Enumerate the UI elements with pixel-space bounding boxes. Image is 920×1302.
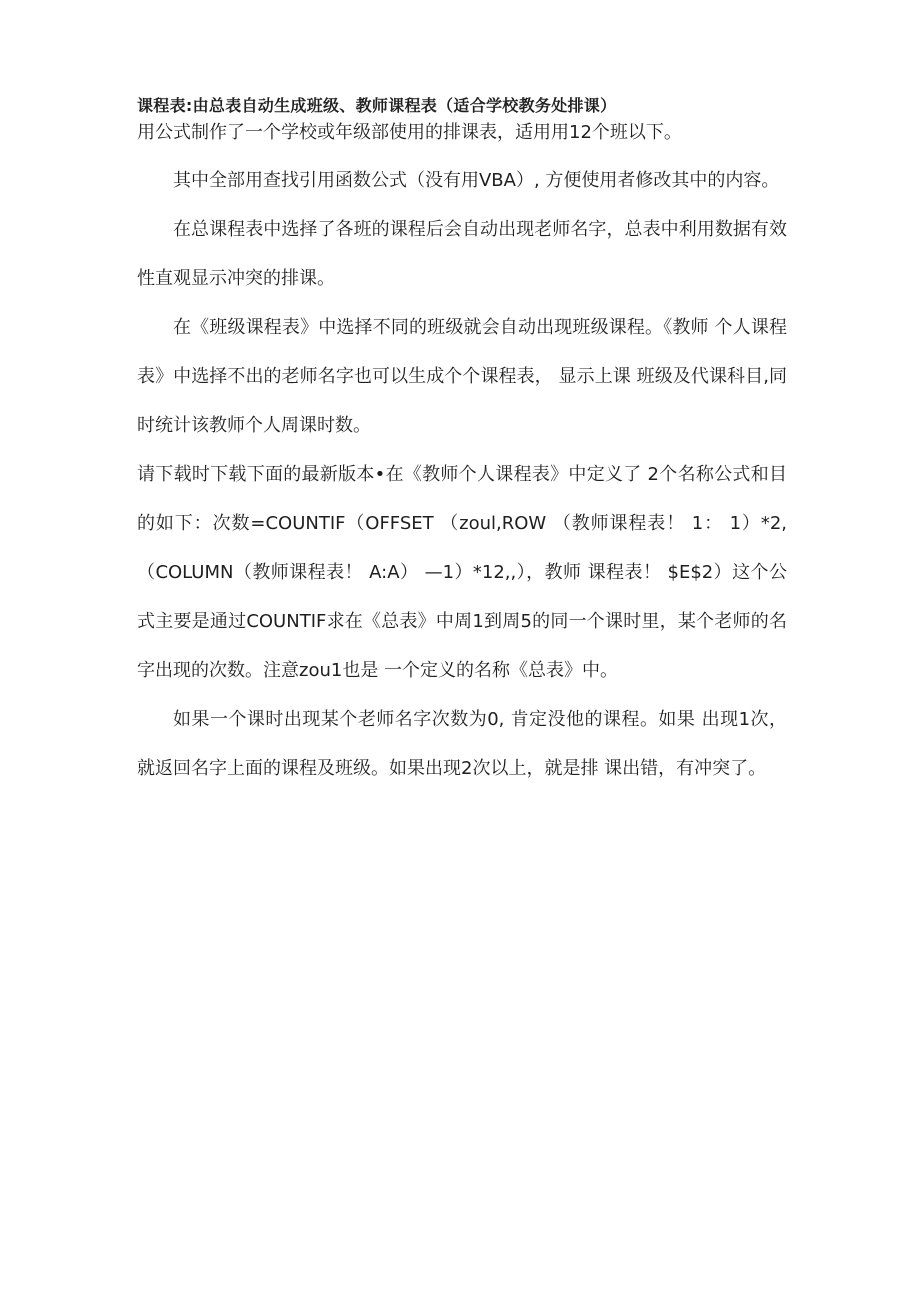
document-page (137, 92, 787, 793)
paragraph-conflict-rules: 如果一个课时出现某个老师名字次数为0, 肯定没他的课程。如果 出现1次，就返回名字上面的课程及班级。如果出现2次以上，就是排 课出错，有冲突了。 (137, 709, 787, 779)
paragraph-class-schedule: 在《班级课程表》中选择不同的班级就会自动出现班级课程。《教师 个人课程表》中选择不出的老师名字也可以生成个个课程表， 显示上课 班级及代课科目,同时统计该教师个人周课时数。 (137, 317, 787, 436)
paragraph-lookup-formulas: 其中全部用查找引用函数公式（没有用VBA）, 方便使用者修改其中的内容。 (173, 170, 780, 191)
paragraph-intro: 用公式制作了一个学校或年级部使用的排课表，适用用12个班以下。 (137, 122, 682, 143)
document-title: 课程表:由总表自动生成班级、教师课程表（适合学校教务处排课） (137, 96, 617, 115)
paragraph-download-note: 请下载时下载下面的最新版本•在《教师个人课程表》中定义了 2个名称公式和目的如下：次数=COUNTIF（OFFSET （zoul,ROW （教师课程表！ 1： 1）*2, （COLUMN（教师课程表！ A:A） —1）*12,,），教师 课程表！ $E$2）这个公式主要是通过COUNTIF求在《总表》中周1到周5的同一个课时里，某个老师的名字出现的次数。注意zou1也是 一个定义的名称《总表》中。 (137, 464, 787, 681)
paragraph-master-table: 在总课程表中选择了各班的课程后会自动出现老师名字，总表中利用数据有效性直观显示冲突的排课。 (137, 219, 787, 289)
